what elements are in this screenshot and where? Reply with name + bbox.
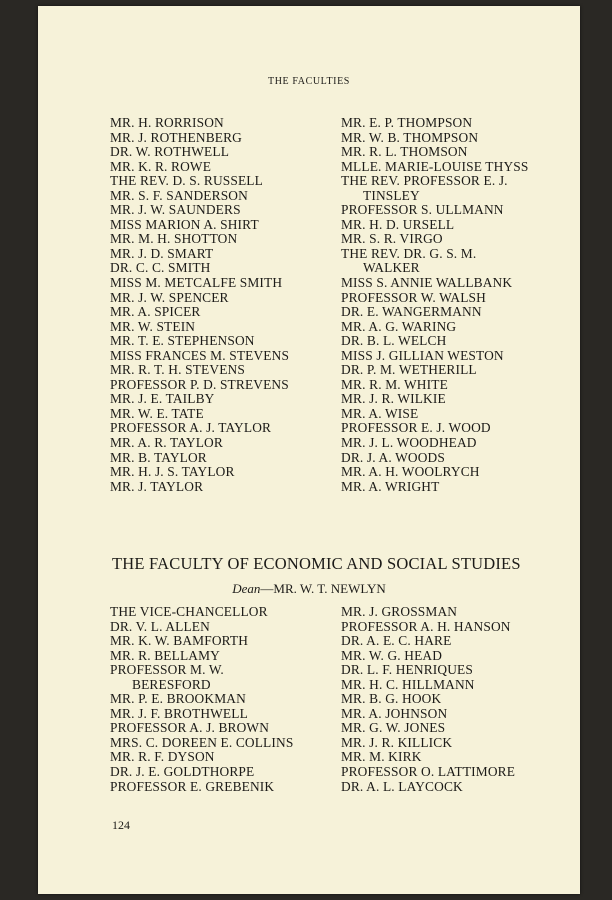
name-entry: MR. A. G. WARING <box>341 318 457 334</box>
name-entry: PROFESSOR A. J. TAYLOR <box>110 420 272 436</box>
document-page <box>38 6 580 894</box>
name-entry: MR. H. RORRISON <box>110 115 224 130</box>
name-entry: MR. H. C. HILLMANN <box>341 676 475 692</box>
name-entry: DR. A. L. LAYCOCK <box>341 778 463 794</box>
name-entry: PROFESSOR P. D. STREVENS <box>110 376 289 392</box>
faculty-list-right-column <box>341 116 528 494</box>
name-entry: MR. R. T. H. STEVENS <box>110 362 245 378</box>
name-entry: MR. J. L. WOODHEAD <box>341 435 477 451</box>
name-entry: MR. J. W. SAUNDERS <box>110 202 241 218</box>
name-entry: MISS S. ANNIE WALLBANK <box>341 275 513 291</box>
name-entry: MLLE. MARIE-LOUISE THYSS <box>341 158 529 174</box>
name-entry: MR. M. KIRK <box>341 749 422 765</box>
name-entry: MR. R. M. WHITE <box>341 376 448 392</box>
name-entry: MR. S. R. VIRGO <box>341 231 443 247</box>
running-head: THE FACULTIES <box>268 76 350 87</box>
name-entry: MR. A. JOHNSON <box>341 705 448 721</box>
name-entry: MISS M. METCALFE SMITH <box>110 275 283 291</box>
name-entry: MR. S. F. SANDERSON <box>110 187 248 203</box>
name-entry: MR. R. L. THOMSON <box>341 144 468 160</box>
name-entry: DR. P. M. WETHERILL <box>341 362 477 378</box>
name-entry: PROFESSOR A. H. HANSON <box>341 618 511 634</box>
name-entry: MISS J. GILLIAN WESTON <box>341 347 504 363</box>
name-entry: DR. L. F. HENRIQUES <box>341 662 473 678</box>
name-entry: MR. J. F. BROTHWELL <box>110 705 248 721</box>
faculty-list-left-column <box>110 116 289 494</box>
name-entry: MR. T. E. STEPHENSON <box>110 333 255 349</box>
name-entry: MR. R. F. DYSON <box>110 749 215 765</box>
name-entry: MR. J. W. SPENCER <box>110 289 229 305</box>
name-entry: MR. K. R. ROWE <box>110 158 212 174</box>
page-number: 124 <box>112 818 130 832</box>
name-entry: MR. W. E. TATE <box>110 405 204 421</box>
name-entry: DR. J. E. GOLDTHORPE <box>110 764 255 780</box>
name-entry: DR. C. C. SMITH <box>110 260 211 276</box>
name-entry: PROFESSOR E. J. WOOD <box>341 420 491 436</box>
dean-line <box>38 581 580 597</box>
name-entry: PROFESSOR S. ULLMANN <box>341 202 504 218</box>
name-entry: MR. A. H. WOOLRYCH <box>341 464 480 480</box>
name-entry: MR. J. ROTHENBERG <box>110 129 243 145</box>
name-entry: PROFESSOR W. WALSH <box>341 289 486 305</box>
name-entry: PROFESSOR M. W. <box>110 662 224 678</box>
name-entry: MR. H. D. URSELL <box>341 216 455 232</box>
name-entry: PROFESSOR O. LATTIMORE <box>341 764 516 780</box>
name-entry: WALKER <box>363 260 420 276</box>
name-entry: MR. J. E. TAILBY <box>110 391 215 407</box>
name-entry: PROFESSOR A. J. BROWN <box>110 720 270 736</box>
name-entry: DR. J. A. WOODS <box>341 449 445 465</box>
name-entry: MR. W. G. HEAD <box>341 647 443 663</box>
name-entry: DR. A. E. C. HARE <box>341 633 452 649</box>
name-entry: MR. W. B. THOMPSON <box>341 129 479 145</box>
name-entry: MR. J. D. SMART <box>110 245 214 261</box>
name-entry: MR. H. J. S. TAYLOR <box>110 464 235 480</box>
name-entry: MR. A. WRIGHT <box>341 478 440 494</box>
name-entry: MR. B. TAYLOR <box>110 449 207 465</box>
name-entry: DR. B. L. WELCH <box>341 333 447 349</box>
name-entry: MR. A. WISE <box>341 405 419 421</box>
name-entry: MR. J. TAYLOR <box>110 478 204 494</box>
name-entry: MR. R. BELLAMY <box>110 647 220 663</box>
name-entry: MR. J. R. WILKIE <box>341 391 446 407</box>
name-entry: DR. V. L. ALLEN <box>110 618 210 634</box>
name-entry: MR. P. E. BROOKMAN <box>110 691 246 707</box>
name-entry: MR. A. SPICER <box>110 304 201 320</box>
name-entry: THE REV. DR. G. S. M. <box>341 245 477 261</box>
name-entry: MR. A. R. TAYLOR <box>110 435 223 451</box>
name-entry: MR. G. W. JONES <box>341 720 446 736</box>
name-entry: MR. J. GROSSMAN <box>341 604 458 619</box>
name-entry: MISS MARION A. SHIRT <box>110 216 259 232</box>
economic-faculty-left-column <box>110 605 293 794</box>
name-entry: THE REV. PROFESSOR E. J. <box>341 173 508 189</box>
name-entry: MR. W. STEIN <box>110 318 196 334</box>
section-title: THE FACULTY OF ECONOMIC AND SOCIAL STUDIES <box>112 554 521 573</box>
dean-name: —MR. W. T. NEWLYN <box>260 581 386 596</box>
name-entry: MR. M. H. SHOTTON <box>110 231 238 247</box>
name-entry: TINSLEY <box>363 187 420 203</box>
name-entry: MRS. C. DOREEN E. COLLINS <box>110 734 294 750</box>
name-entry: MR. B. G. HOOK <box>341 691 442 707</box>
dean-label: Dean <box>232 581 261 596</box>
name-entry: MR. K. W. BAMFORTH <box>110 633 249 649</box>
name-entry: MR. E. P. THOMPSON <box>341 115 473 130</box>
name-entry: THE REV. D. S. RUSSELL <box>110 173 263 189</box>
name-entry: DR. E. WANGERMANN <box>341 304 482 320</box>
name-entry: DR. W. ROTHWELL <box>110 144 230 160</box>
name-entry: MR. J. R. KILLICK <box>341 734 453 750</box>
name-entry: BERESFORD <box>132 676 211 692</box>
name-entry: THE VICE-CHANCELLOR <box>110 604 268 619</box>
economic-faculty-right-column <box>341 605 515 794</box>
name-entry: MISS FRANCES M. STEVENS <box>110 347 290 363</box>
name-entry: PROFESSOR E. GREBENIK <box>110 778 275 794</box>
